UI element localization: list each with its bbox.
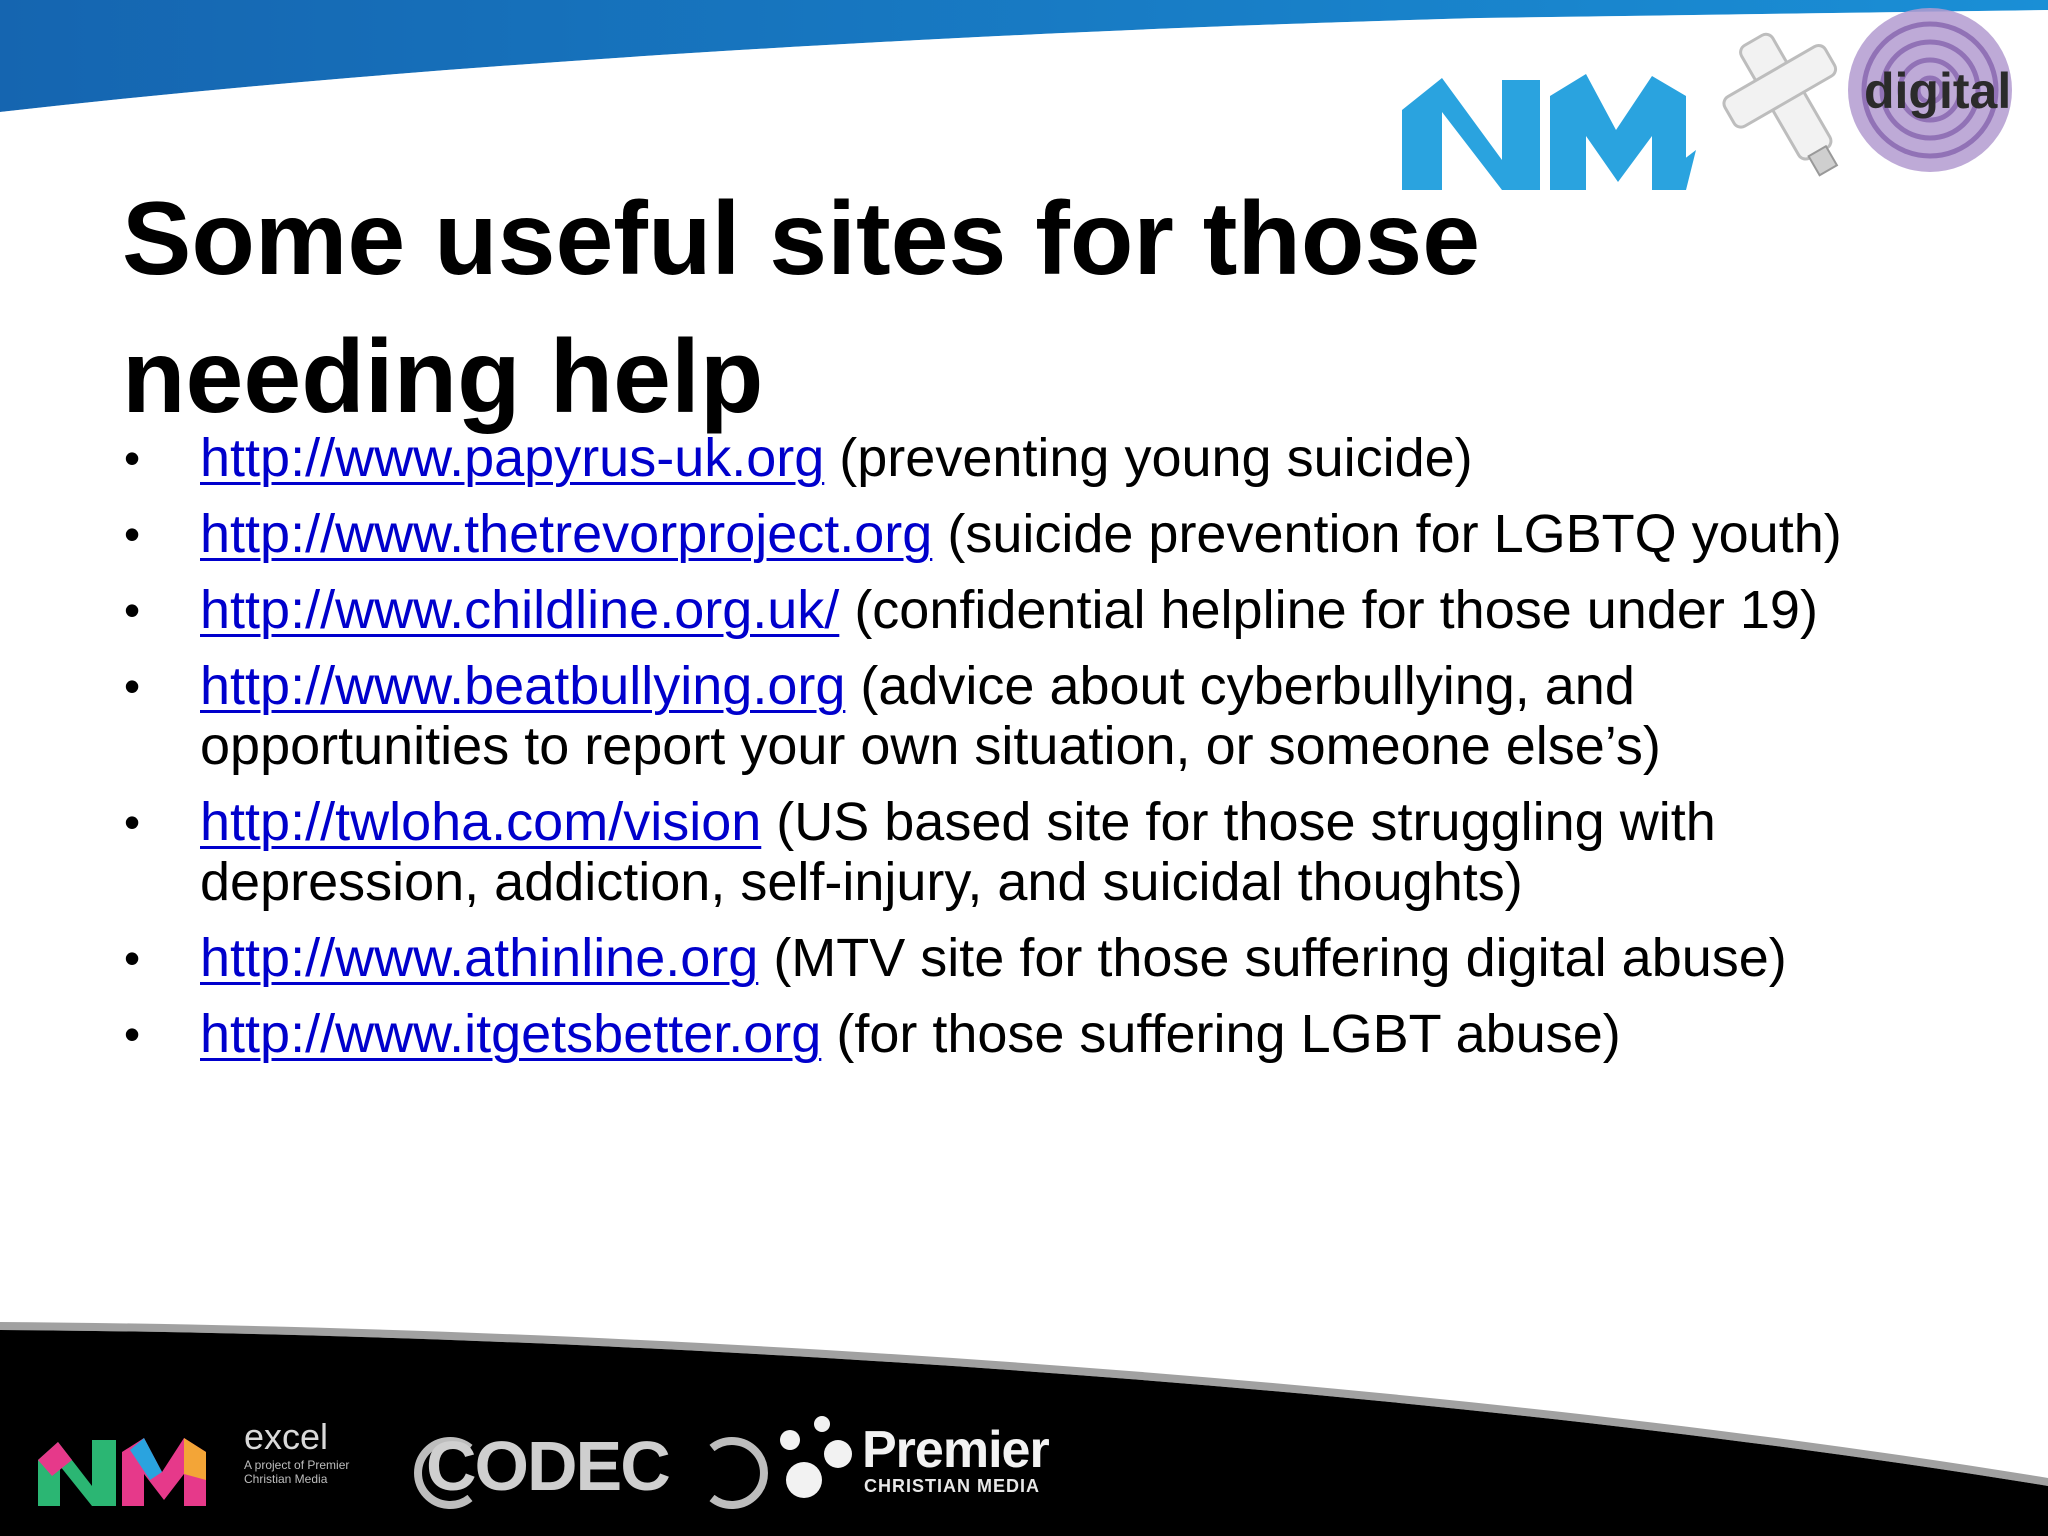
list-item: [122, 792, 1922, 912]
list-item: [122, 1004, 1922, 1064]
link-trevor-project[interactable]: http://www.thetrevorproject.org: [200, 504, 933, 564]
bullet: •: [124, 932, 141, 984]
bullet: •: [124, 508, 141, 560]
bullet: •: [124, 660, 141, 712]
list-item: [122, 504, 1922, 564]
link-papyrus[interactable]: http://www.papyrus-uk.org: [200, 428, 825, 488]
site-description: (MTV site for those suffering digital abuse): [758, 928, 1787, 988]
site-description: (suicide prevention for LGBTQ youth): [932, 504, 1842, 564]
site-description: (US based site for those struggling with depression, addiction, self-injury, and suicidal thoughts): [200, 792, 1716, 912]
link-twloha[interactable]: http://twloha.com/vision: [200, 792, 762, 852]
site-description: (for those suffering LGBT abuse): [821, 1004, 1621, 1064]
codec-wordmark: CODEC: [426, 1427, 669, 1505]
premier-subtitle: CHRISTIAN MEDIA: [864, 1476, 1040, 1496]
list-item: [122, 428, 1922, 488]
site-description: (confidential helpline for those under 19): [839, 580, 1818, 640]
bullet: •: [124, 1008, 141, 1060]
list-item: [122, 928, 1922, 988]
link-beatbullying[interactable]: http://www.beatbullying.org: [200, 656, 846, 716]
excel-subtitle: A project of Premier Christian Media: [244, 1458, 350, 1486]
link-athinline[interactable]: http://www.athinline.org: [200, 928, 759, 988]
bullet: •: [124, 584, 141, 636]
nm-excel-logo: [38, 1438, 206, 1506]
digital-wordmark: digital: [1864, 63, 2012, 119]
site-list: [122, 428, 1922, 1080]
bullet: •: [124, 432, 141, 484]
link-itgetsbetter[interactable]: http://www.itgetsbetter.org: [200, 1004, 822, 1064]
premier-icon: [780, 1416, 852, 1498]
link-childline[interactable]: http://www.childline.org.uk/: [200, 580, 840, 640]
list-item: [122, 656, 1922, 776]
page-title: Some useful sites for those needing help: [122, 181, 1481, 435]
site-description: (advice about cyberbullying, and opportunities to report your own situation, or someone else’s): [200, 656, 1661, 776]
excel-wordmark: excel: [244, 1416, 329, 1457]
list-item: [122, 580, 1922, 640]
premier-wordmark: Premier: [862, 1421, 1049, 1479]
site-description: (preventing young suicide): [824, 428, 1473, 488]
bullet: •: [124, 796, 141, 848]
